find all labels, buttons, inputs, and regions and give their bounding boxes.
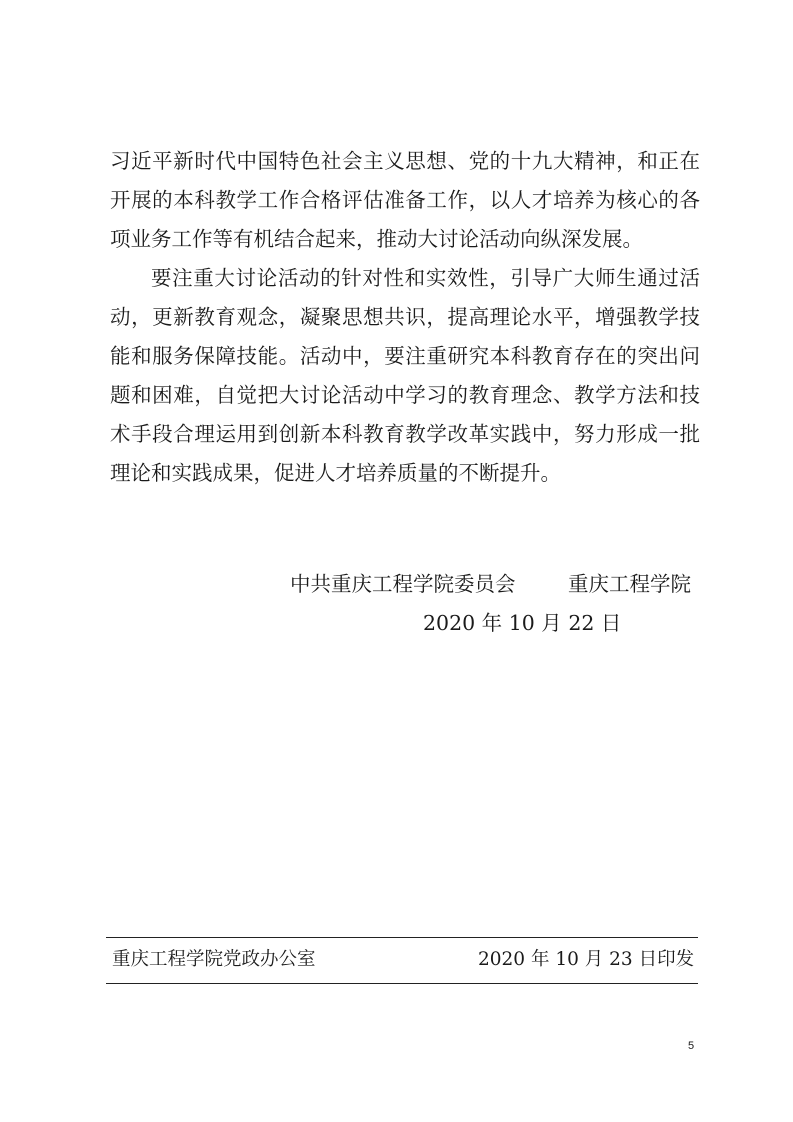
paragraph-line: 能和服务保障技能。活动中，要注重研究本科教育存在的突出问 [110, 344, 700, 368]
footer-top-divider [106, 937, 698, 938]
signature-college: 重庆工程学院 [568, 572, 691, 596]
page-number: 5 [688, 1040, 695, 1052]
footer-issue-date: 2020 年 10 月 23 日印发 [478, 949, 695, 970]
signature-party-committee: 中共重庆工程学院委员会 [290, 572, 516, 596]
footer-issuer: 重庆工程学院党政办公室 [112, 949, 316, 970]
paragraph-line: 动，更新教育观念，凝聚思想共识，提高理论水平，增强教学技 [110, 305, 700, 329]
paragraph-line: 术手段合理运用到创新本科教育教学改革实践中，努力形成一批 [110, 422, 700, 446]
paragraph-line: 习近平新时代中国特色社会主义思想、党的十九大精神，和正在 [110, 149, 700, 173]
paragraph-line: 开展的本科教学工作合格评估准备工作，以人才培养为核心的各 [110, 188, 700, 212]
signature-date: 2020 年 10 月 22 日 [423, 611, 622, 635]
document-body [110, 142, 700, 493]
paragraph-line: 题和困难，自觉把大讨论活动中学习的教育理念、教学方法和技 [110, 383, 700, 407]
paragraph-line: 要注重大讨论活动的针对性和实效性，引导广大师生通过活 [151, 266, 700, 290]
footer-bottom-divider [106, 983, 698, 984]
paragraph-line: 项业务工作等有机结合起来，推动大讨论活动向纵深发展。 [110, 227, 643, 251]
paragraph-line: 理论和实践成果，促进人才培养质量的不断提升。 [110, 461, 561, 485]
